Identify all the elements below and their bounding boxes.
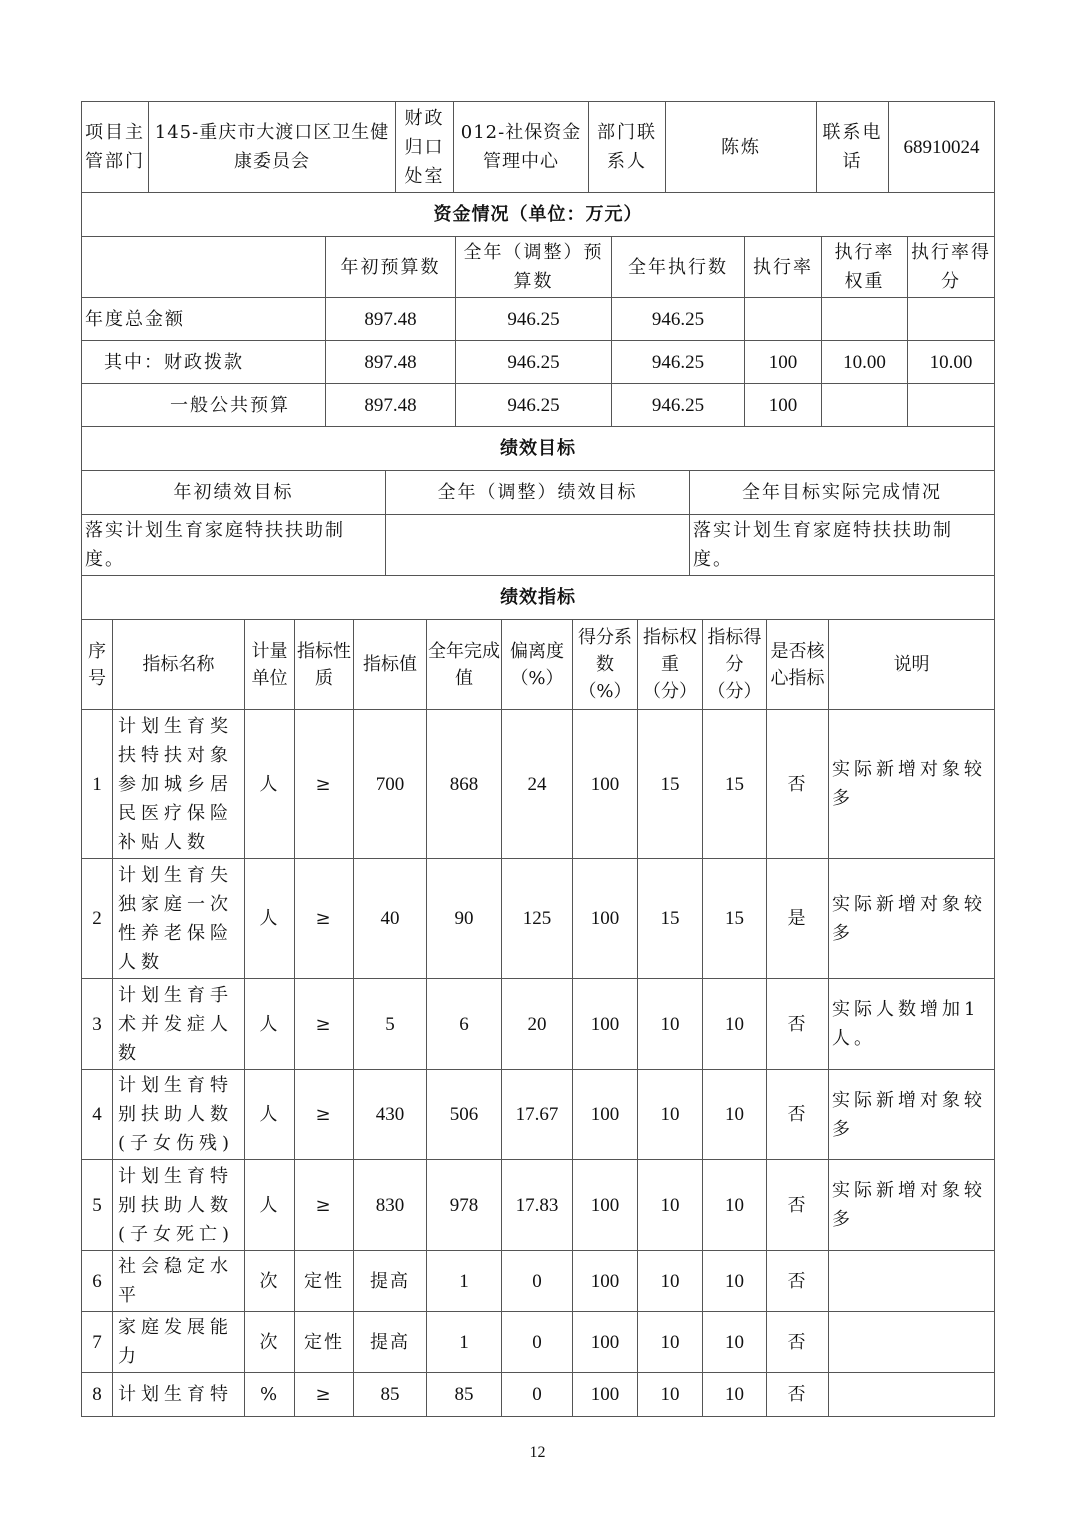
indicator-cell: 计划生育奖扶特扶对象参加城乡居民医疗保险补贴人数 xyxy=(113,710,245,859)
table-row xyxy=(82,1160,995,1251)
indicator-cell: 15 xyxy=(638,859,703,979)
contact-value: 陈炼 xyxy=(666,102,817,193)
indicator-cell: 40 xyxy=(354,859,427,979)
indicator-cell: 2 xyxy=(82,859,113,979)
indicator-cell: 家庭发展能力 xyxy=(113,1312,245,1373)
indicator-cell: 是 xyxy=(767,859,829,979)
funds-title: 资金情况（单位：万元） xyxy=(82,193,995,237)
indicator-cell: 15 xyxy=(703,710,767,859)
funds-cell: 946.25 xyxy=(456,341,612,384)
indicator-cell: 10 xyxy=(638,979,703,1070)
indicator-cell: 10 xyxy=(703,1373,767,1417)
funds-cell xyxy=(822,298,908,341)
indicator-cell: 定性 xyxy=(295,1251,354,1312)
dept-value: 145-重庆市大渡口区卫生健康委员会 xyxy=(149,102,396,193)
indicator-cell: 17.67 xyxy=(502,1070,573,1160)
indicator-cell: 提高 xyxy=(354,1251,427,1312)
indicator-cell: 提高 xyxy=(354,1312,427,1373)
indicator-cell: 15 xyxy=(703,859,767,979)
goal-cell: 落实计划生育家庭特扶扶助制度。 xyxy=(690,515,995,576)
indicator-cell: 10 xyxy=(703,1070,767,1160)
indicator-cell: 8 xyxy=(82,1373,113,1417)
indicator-cell: ≥ xyxy=(295,979,354,1070)
indicator-cell: 17.83 xyxy=(502,1160,573,1251)
indicator-cell: 100 xyxy=(573,1160,638,1251)
indicator-cell: 830 xyxy=(354,1160,427,1251)
indicator-cell: 社会稳定水平 xyxy=(113,1251,245,1312)
table-row xyxy=(82,979,995,1070)
indicator-cell: 10 xyxy=(638,1251,703,1312)
indicator-cell: 实际新增对象较多 xyxy=(829,1070,995,1160)
goals-column-header: 全年（调整）绩效目标 xyxy=(386,471,690,515)
project-header-table xyxy=(81,101,995,193)
goals-table xyxy=(81,426,995,576)
indicator-cell: 1 xyxy=(427,1251,502,1312)
goal-cell xyxy=(386,515,690,576)
funds-column-header: 全年（调整）预算数 xyxy=(456,237,612,298)
indicator-cell: 24 xyxy=(502,710,573,859)
indicator-column-header: 是否核心指标 xyxy=(767,620,829,710)
indicator-cell: 10 xyxy=(703,1160,767,1251)
funds-row xyxy=(82,341,995,384)
funds-cell xyxy=(908,298,995,341)
indicator-cell: ≥ xyxy=(295,859,354,979)
indicator-cell: 次 xyxy=(245,1251,295,1312)
indicator-cell: 计划生育失独家庭一次性养老保险人数 xyxy=(113,859,245,979)
indicator-cell: 10 xyxy=(703,1312,767,1373)
indicator-cell: 否 xyxy=(767,1373,829,1417)
indicator-column-header: 偏离度（%） xyxy=(502,620,573,710)
goals-column-header: 全年目标实际完成情况 xyxy=(690,471,995,515)
indicator-cell: 0 xyxy=(502,1312,573,1373)
indicator-cell: 否 xyxy=(767,1312,829,1373)
indicator-cell: 1 xyxy=(82,710,113,859)
indicator-cell: ≥ xyxy=(295,1373,354,1417)
indicator-column-header: 说明 xyxy=(829,620,995,710)
table-row xyxy=(82,1312,995,1373)
goals-column-header: 年初绩效目标 xyxy=(82,471,386,515)
indicator-cell: 4 xyxy=(82,1070,113,1160)
indicator-cell: 10 xyxy=(703,979,767,1070)
phone-label: 联系电话 xyxy=(817,102,889,193)
indicator-column-header: 指标权重（分） xyxy=(638,620,703,710)
indicator-cell: 6 xyxy=(427,979,502,1070)
indicator-column-header: 指标名称 xyxy=(113,620,245,710)
indicator-cell xyxy=(829,1373,995,1417)
phone-value: 68910024 xyxy=(889,102,995,193)
indicator-cell: 实际人数增加1人。 xyxy=(829,979,995,1070)
funds-row-label: 一般公共预算 xyxy=(82,384,326,427)
funds-cell: 897.48 xyxy=(326,384,456,427)
funds-cell: 946.25 xyxy=(456,298,612,341)
indicator-cell xyxy=(829,1251,995,1312)
indicator-cell: 6 xyxy=(82,1251,113,1312)
table-row xyxy=(82,1251,995,1312)
indicator-cell: 0 xyxy=(502,1373,573,1417)
indicator-cell: 人 xyxy=(245,1070,295,1160)
office-value: 012-社保资金管理中心 xyxy=(454,102,589,193)
indicator-cell: 5 xyxy=(354,979,427,1070)
funds-column-header: 执行率 xyxy=(745,237,822,298)
indicator-cell: 1 xyxy=(427,1312,502,1373)
indicator-cell: 10 xyxy=(638,1160,703,1251)
funds-column-header: 执行率权重 xyxy=(822,237,908,298)
indicator-cell: 506 xyxy=(427,1070,502,1160)
office-label: 财政归口处室 xyxy=(396,102,454,193)
indicator-cell: 次 xyxy=(245,1312,295,1373)
contact-label: 部门联系人 xyxy=(589,102,666,193)
funds-cell: 897.48 xyxy=(326,298,456,341)
indicator-cell: 5 xyxy=(82,1160,113,1251)
indicator-column-header: 指标值 xyxy=(354,620,427,710)
indicator-column-header: 计量单位 xyxy=(245,620,295,710)
indicator-cell: 100 xyxy=(573,979,638,1070)
indicator-cell: ≥ xyxy=(295,1070,354,1160)
table-row xyxy=(82,1373,995,1417)
indicators-title: 绩效指标 xyxy=(82,576,995,620)
page-number: 12 xyxy=(529,1444,546,1461)
indicator-cell: 人 xyxy=(245,1160,295,1251)
indicator-cell: 人 xyxy=(245,710,295,859)
indicator-cell: 计划生育特 xyxy=(113,1373,245,1417)
indicator-cell: 定性 xyxy=(295,1312,354,1373)
funds-cell: 946.25 xyxy=(612,384,745,427)
indicator-cell: 20 xyxy=(502,979,573,1070)
goal-cell: 落实计划生育家庭特扶扶助制度。 xyxy=(82,515,386,576)
indicator-cell: 否 xyxy=(767,1070,829,1160)
indicator-cell: 计划生育特别扶助人数(子女伤残) xyxy=(113,1070,245,1160)
indicator-cell: 实际新增对象较多 xyxy=(829,859,995,979)
indicator-cell: 否 xyxy=(767,1160,829,1251)
funds-cell: 946.25 xyxy=(456,384,612,427)
indicator-column-header: 序号 xyxy=(82,620,113,710)
indicator-cell: 125 xyxy=(502,859,573,979)
indicator-cell: ≥ xyxy=(295,710,354,859)
indicator-column-header: 指标得分（分） xyxy=(703,620,767,710)
funds-row xyxy=(82,298,995,341)
funds-column-header: 年初预算数 xyxy=(326,237,456,298)
indicator-cell: 430 xyxy=(354,1070,427,1160)
indicator-cell: ≥ xyxy=(295,1160,354,1251)
indicator-cell: 10 xyxy=(638,1312,703,1373)
indicator-cell: 计划生育手术并发症人数 xyxy=(113,979,245,1070)
indicator-cell: 0 xyxy=(502,1251,573,1312)
indicator-cell: 100 xyxy=(573,710,638,859)
indicator-cell: 100 xyxy=(573,859,638,979)
funds-row-label: 其中：财政拨款 xyxy=(82,341,326,384)
indicator-cell xyxy=(829,1312,995,1373)
table-row xyxy=(82,1070,995,1160)
indicator-cell: 人 xyxy=(245,979,295,1070)
indicator-cell: 否 xyxy=(767,979,829,1070)
indicator-cell: 90 xyxy=(427,859,502,979)
funds-cell xyxy=(745,298,822,341)
indicator-cell: 3 xyxy=(82,979,113,1070)
funds-cell: 10.00 xyxy=(822,341,908,384)
funds-cell: 946.25 xyxy=(612,341,745,384)
indicator-cell: 978 xyxy=(427,1160,502,1251)
funds-cell xyxy=(822,384,908,427)
indicator-cell: 868 xyxy=(427,710,502,859)
indicator-cell: 否 xyxy=(767,1251,829,1312)
indicator-cell: 100 xyxy=(573,1251,638,1312)
indicator-cell: 否 xyxy=(767,710,829,859)
funds-table xyxy=(81,192,995,427)
indicator-cell: 10 xyxy=(703,1251,767,1312)
indicator-cell: 实际新增对象较多 xyxy=(829,710,995,859)
funds-cell: 100 xyxy=(745,341,822,384)
indicator-column-header: 得分系数（%） xyxy=(573,620,638,710)
funds-cell xyxy=(908,384,995,427)
indicator-cell: 100 xyxy=(573,1070,638,1160)
funds-cell: 897.48 xyxy=(326,341,456,384)
funds-cell: 100 xyxy=(745,384,822,427)
dept-label: 项目主管部门 xyxy=(82,102,149,193)
funds-column-header xyxy=(82,237,326,298)
indicator-cell: 15 xyxy=(638,710,703,859)
indicator-cell: % xyxy=(245,1373,295,1417)
funds-row-label: 年度总金额 xyxy=(82,298,326,341)
funds-column-header: 全年执行数 xyxy=(612,237,745,298)
indicator-cell: 85 xyxy=(427,1373,502,1417)
indicator-cell: 10 xyxy=(638,1070,703,1160)
indicator-cell: 700 xyxy=(354,710,427,859)
indicator-column-header: 全年完成值 xyxy=(427,620,502,710)
indicator-cell: 7 xyxy=(82,1312,113,1373)
indicator-cell: 实际新增对象较多 xyxy=(829,1160,995,1251)
indicator-cell: 85 xyxy=(354,1373,427,1417)
indicators-table xyxy=(81,575,995,1417)
funds-cell: 10.00 xyxy=(908,341,995,384)
indicator-cell: 100 xyxy=(573,1373,638,1417)
indicator-column-header: 指标性质 xyxy=(295,620,354,710)
indicator-cell: 计划生育特别扶助人数(子女死亡) xyxy=(113,1160,245,1251)
funds-cell: 946.25 xyxy=(612,298,745,341)
performance-report-table xyxy=(81,0,994,1417)
indicator-cell: 100 xyxy=(573,1312,638,1373)
table-row xyxy=(82,710,995,859)
funds-row xyxy=(82,384,995,427)
table-row xyxy=(82,859,995,979)
goals-title: 绩效目标 xyxy=(82,427,995,471)
indicator-cell: 人 xyxy=(245,859,295,979)
funds-column-header: 执行率得分 xyxy=(908,237,995,298)
indicator-cell: 10 xyxy=(638,1373,703,1417)
